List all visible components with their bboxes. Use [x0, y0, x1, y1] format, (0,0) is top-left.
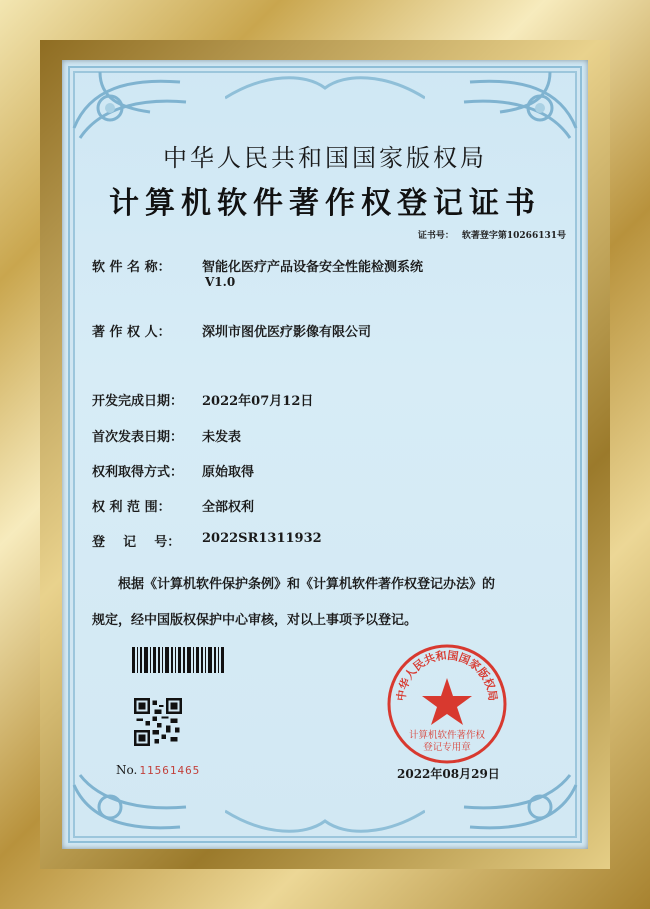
field-value: 原始取得: [202, 465, 255, 480]
top-center-ornament: [225, 68, 425, 108]
field-first-publish-date: [92, 426, 241, 445]
field-label: 首次发表日期：: [92, 430, 184, 445]
serial-number: [116, 763, 200, 777]
field-label: 登 记 号：: [92, 535, 181, 550]
field-label: 著 作 权 人：: [92, 325, 171, 340]
seal-center-line-2: 登记专用章: [423, 742, 471, 753]
field-value: 深圳市图优医疗影像有限公司: [202, 325, 372, 340]
field-copyright-owner: [92, 321, 371, 340]
certificate-number-value: 软著登字第10266131号: [461, 231, 566, 241]
field-label: 权 利 范 围：: [92, 500, 171, 515]
bottom-center-ornament: [225, 801, 425, 841]
seal-center-line-1: 计算机软件著作权: [408, 730, 486, 741]
field-value: 智能化医疗产品设备安全性能检测系统: [202, 260, 424, 275]
certificate-number: [418, 228, 566, 241]
qr-code-image: [134, 698, 182, 746]
certificate-number-label: 证书号：: [417, 231, 454, 241]
statement-line-1: 根据《计算机软件保护条例》和《计算机软件著作权登记办法》的: [118, 577, 496, 592]
issue-date: 2022年08月29日: [397, 767, 500, 781]
field-label: 权利取得方式：: [92, 465, 184, 480]
field-rights-scope: [92, 496, 254, 515]
statement-line-2: 规定，经中国版权保护中心审核，对以上事项予以登记。: [92, 613, 418, 628]
field-acquisition-method: [92, 461, 254, 480]
field-value: 2022年07月12日: [202, 394, 314, 409]
barcode-image: [132, 647, 224, 673]
serial-prefix: No.: [116, 763, 138, 777]
field-completion-date: [92, 390, 313, 409]
star-icon: [422, 678, 472, 725]
field-value: 全部权利: [202, 500, 255, 515]
field-value: 未发表: [202, 430, 242, 445]
field-label: 开发完成日期：: [92, 394, 184, 409]
software-version: V1.0: [205, 275, 236, 289]
field-value: 2022SR1311932: [202, 531, 322, 546]
field-label: 软 件 名 称：: [92, 260, 171, 275]
official-seal: [385, 642, 509, 766]
corner-ornament-top-right: [460, 68, 580, 148]
certificate-title: 计算机软件著作权登记证书: [109, 186, 541, 221]
field-registration-number: [92, 531, 322, 550]
field-software-name: [92, 256, 423, 275]
corner-ornament-top-left: [70, 68, 190, 148]
serial-value: 11561465: [139, 764, 201, 777]
certificate-paper: [62, 60, 588, 849]
corner-ornament-bottom-left: [70, 771, 190, 841]
seal-ring-text: 中华人民共和国国家版权局: [394, 648, 500, 702]
issuer-title: 中华人民共和国国家版权局: [163, 144, 487, 172]
